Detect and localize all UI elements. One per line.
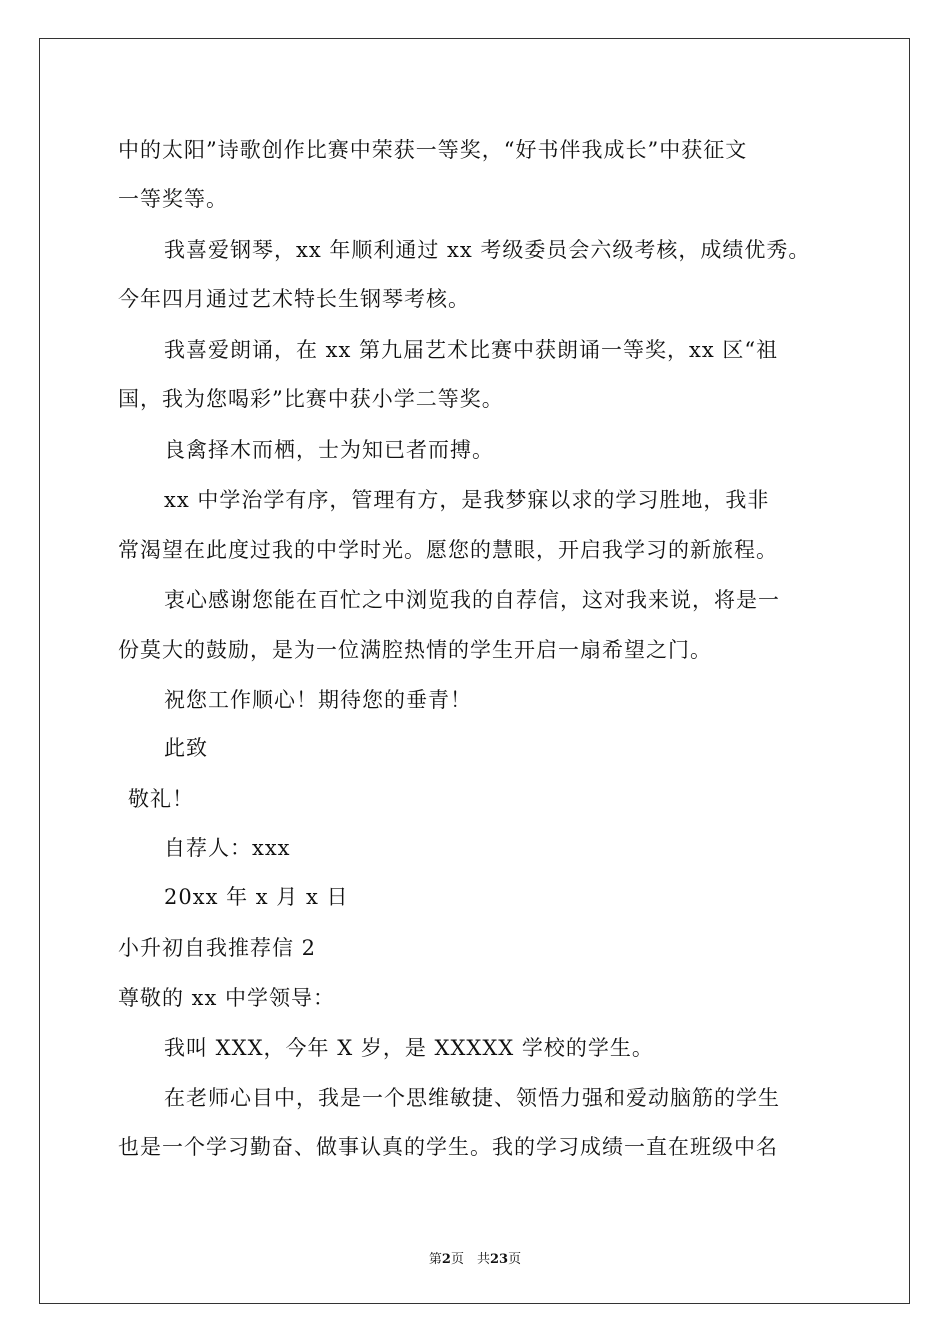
body-line: 我喜爱朗诵，在 xx 第九届艺术比赛中获朗诵一等奖，xx 区“祖 — [164, 338, 779, 362]
page-frame — [39, 38, 910, 1304]
section-title: 小升初自我推荐信 2 — [118, 936, 317, 960]
body-line: 中的太阳”诗歌创作比赛中荣获一等奖，“好书伴我成长”中获征文 — [118, 138, 748, 162]
body-line: 也是一个学习勤奋、做事认真的学生。我的学习成绩一直在班级中名 — [118, 1135, 778, 1159]
body-line: 今年四月通过艺术特长生钢琴考核。 — [118, 287, 470, 311]
salutation: 尊敬的 xx 中学领导： — [118, 986, 336, 1010]
total-pages: 23 — [489, 1252, 509, 1267]
footer-mid: 页 共 — [450, 1252, 490, 1267]
body-line: 良禽择木而栖，士为知已者而搏。 — [164, 438, 494, 462]
footer-suffix: 页 — [508, 1252, 522, 1267]
footer-prefix: 第 — [428, 1252, 442, 1267]
body-line: 我喜爱钢琴，xx 年顺利通过 xx 考级委员会六级考核，成绩优秀。 — [164, 238, 811, 262]
date-line: 20xx 年 x 月 x 日 — [164, 885, 349, 909]
closing-respect: 敬礼！ — [128, 787, 194, 811]
body-line: 常渴望在此度过我的中学时光。愿您的慧眼，开启我学习的新旅程。 — [118, 538, 778, 562]
closing-salutation: 此致 — [164, 736, 208, 760]
body-line: 我叫 XXX，今年 X 岁，是 XXXXX 学校的学生。 — [164, 1036, 654, 1060]
body-line: 国，我为您喝彩”比赛中获小学二等奖。 — [118, 387, 504, 411]
page-footer — [0, 1248, 950, 1267]
signature-line: 自荐人：xxx — [164, 836, 291, 860]
body-line: xx 中学治学有序，管理有方，是我梦寐以求的学习胜地，我非 — [164, 488, 770, 512]
body-line: 衷心感谢您能在百忙之中浏览我的自荐信，这对我来说，将是一 — [164, 588, 780, 612]
body-line: 祝您工作顺心！期待您的垂青！ — [164, 688, 472, 712]
body-line: 一等奖等。 — [118, 187, 228, 211]
current-page-number: 2 — [441, 1252, 451, 1267]
body-line: 份莫大的鼓励，是为一位满腔热情的学生开启一扇希望之门。 — [118, 638, 712, 662]
body-line: 在老师心目中，我是一个思维敏捷、领悟力强和爱动脑筋的学生 — [164, 1086, 780, 1110]
